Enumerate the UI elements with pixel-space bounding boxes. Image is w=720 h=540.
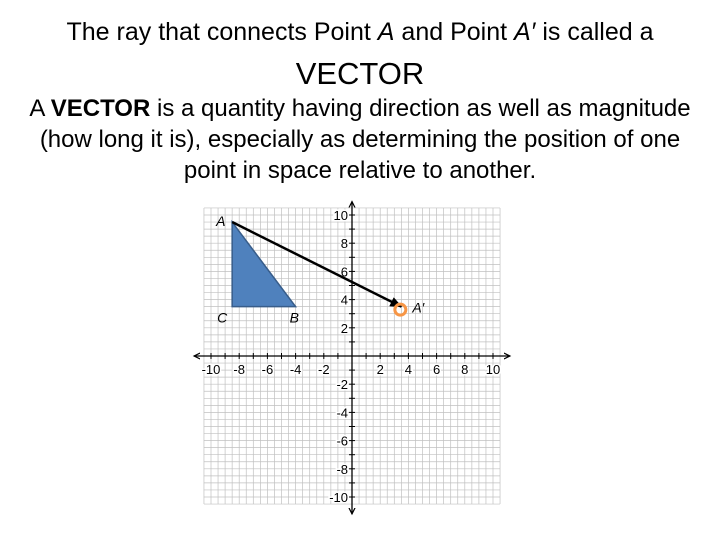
definition-lead: A: [29, 95, 51, 122]
y-tick-label: -4: [336, 405, 348, 421]
page-title: VECTOR: [295, 56, 425, 91]
y-tick-label: 4: [340, 292, 348, 308]
x-tick-label: 4: [404, 362, 413, 377]
intro-middle: and Point: [394, 18, 514, 46]
y-tick-label: 8: [340, 236, 348, 252]
y-tick-label: -2: [336, 377, 348, 393]
intro-suffix: is called a: [535, 18, 654, 46]
definition-term: VECTOR: [50, 95, 151, 122]
x-tick-label: -8: [233, 362, 245, 377]
intro-prefix: The ray that connects Point: [66, 18, 378, 46]
point-label-c: C: [217, 309, 228, 326]
y-tick-label: -6: [336, 433, 348, 449]
x-tick-label: 2: [376, 362, 384, 377]
definition-body: is a quantity having direction as well as magnitude (how long it is), especially as determining the position of one point in space relative to another.: [39, 95, 691, 184]
x-tick-label: 8: [461, 362, 469, 377]
point-a-prime-name: A′: [514, 18, 536, 46]
point-a-name: A: [377, 18, 395, 46]
y-tick-label: 10: [333, 208, 348, 223]
y-tick-label: -10: [329, 490, 348, 505]
x-tick-label: -10: [201, 362, 221, 377]
point-label-a-prime: A′: [412, 299, 425, 316]
x-tick-label: 6: [432, 362, 441, 377]
x-tick-label: 10: [485, 362, 501, 377]
x-tick-label: -4: [289, 362, 302, 377]
point-label-b: B: [289, 309, 299, 326]
x-tick-label: -6: [261, 362, 274, 377]
point-label-a: A: [216, 213, 226, 230]
y-tick-label: -8: [336, 461, 348, 477]
y-tick-label: 2: [340, 320, 348, 336]
y-tick-label: 6: [340, 264, 348, 280]
x-tick-label: -2: [318, 362, 330, 377]
